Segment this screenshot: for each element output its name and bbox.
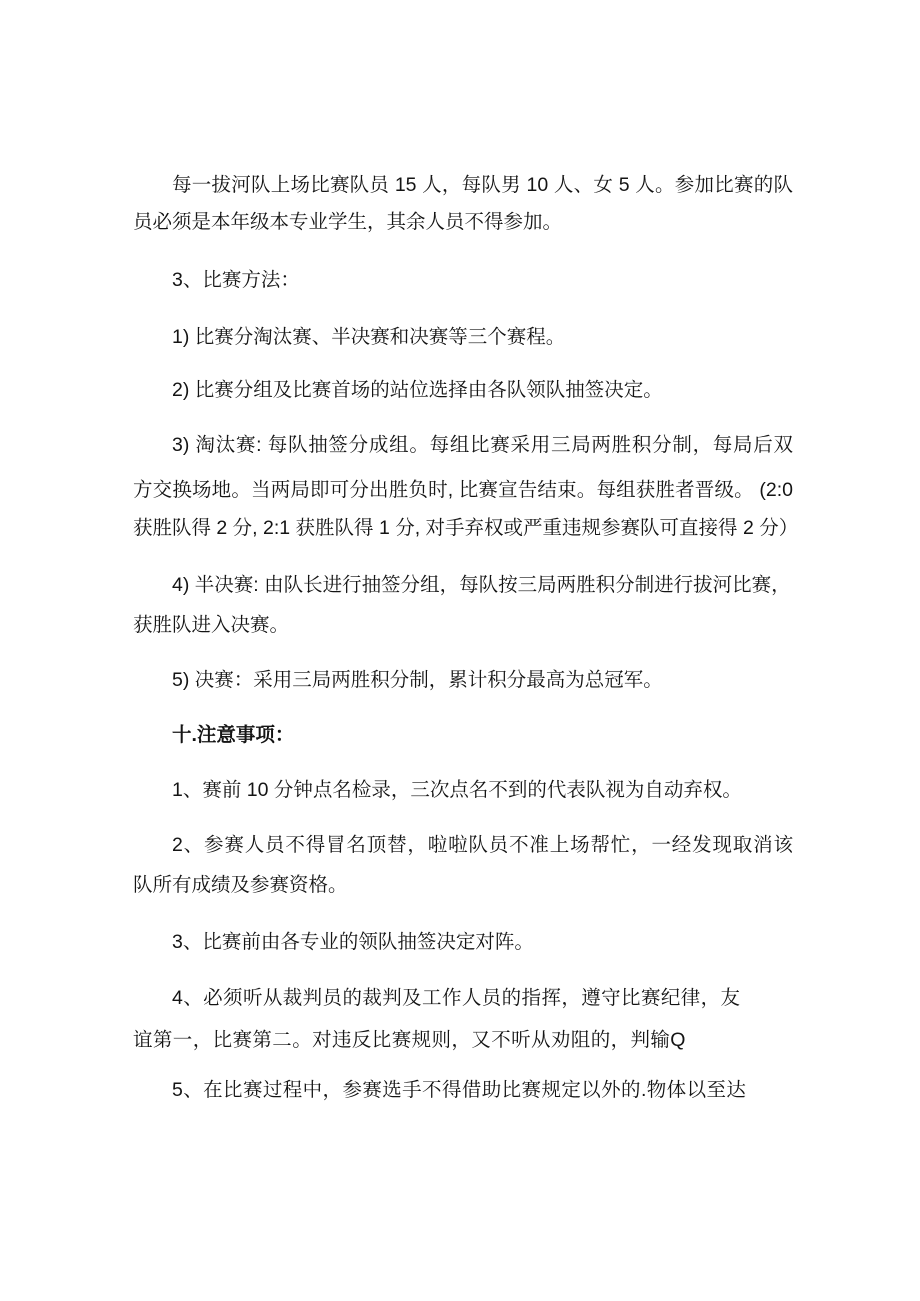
paragraph-line: 3) 淘汰赛: 每队抽签分成组。每组比赛采用三局两胜积分制，每局后双 [172, 434, 793, 456]
paragraph-line: 获胜队得 2 分, 2:1 获胜队得 1 分, 对手弃权或严重违规参赛队可直接得 2 分） [133, 517, 799, 539]
paragraph-line: 1) 比赛分淘汰赛、半决赛和决赛等三个赛程。 [172, 326, 566, 348]
paragraph-line: 谊第一，比赛第二。对违反比赛规则，又不听从劝阻的，判输Q [133, 1029, 686, 1051]
paragraph-line: 1、赛前 10 分钟点名检录，三次点名不到的代表队视为自动弃权。 [172, 779, 742, 801]
paragraph-line: 队所有成绩及参赛资格。 [133, 874, 348, 896]
notes-heading: 十.注意事项： [172, 724, 295, 746]
method-heading: 3、比赛方法： [172, 269, 300, 291]
paragraph-line: 员必须是本年级本专业学生，其余人员不得参加。 [133, 211, 563, 233]
paragraph-line: 方交换场地。当两局即可分出胜负时, 比赛宣告结束。每组获胜者晋级。 (2:0 [133, 479, 793, 501]
paragraph-line: 3、比赛前由各专业的领队抽签决定对阵。 [172, 931, 534, 953]
paragraph-line: 2、参赛人员不得冒名顶替，啦啦队员不准上场帮忙，一经发现取消该 [172, 834, 793, 856]
paragraph-line: 获胜队进入决赛。 [133, 614, 290, 636]
paragraph-line: 5) 决赛：采用三局两胜积分制，累计积分最高为总冠军。 [172, 669, 663, 691]
paragraph-line: 4) 半决赛: 由队长进行抽签分组，每队按三局两胜积分制进行拔河比赛， [172, 574, 791, 596]
paragraph-line: 每一拔河队上场比赛队员 15 人，每队男 10 人、女 5 人。参加比赛的队 [172, 174, 793, 196]
paragraph-line: 4、必须听从裁判员的裁判及工作人员的指挥，遵守比赛纪律，友 [172, 987, 741, 1009]
paragraph-line: 2) 比赛分组及比赛首场的站位选择由各队领队抽签决定。 [172, 379, 663, 401]
paragraph-line: 5、在比赛过程中，参赛选手不得借助比赛规定以外的.物体以至达 [172, 1079, 747, 1101]
